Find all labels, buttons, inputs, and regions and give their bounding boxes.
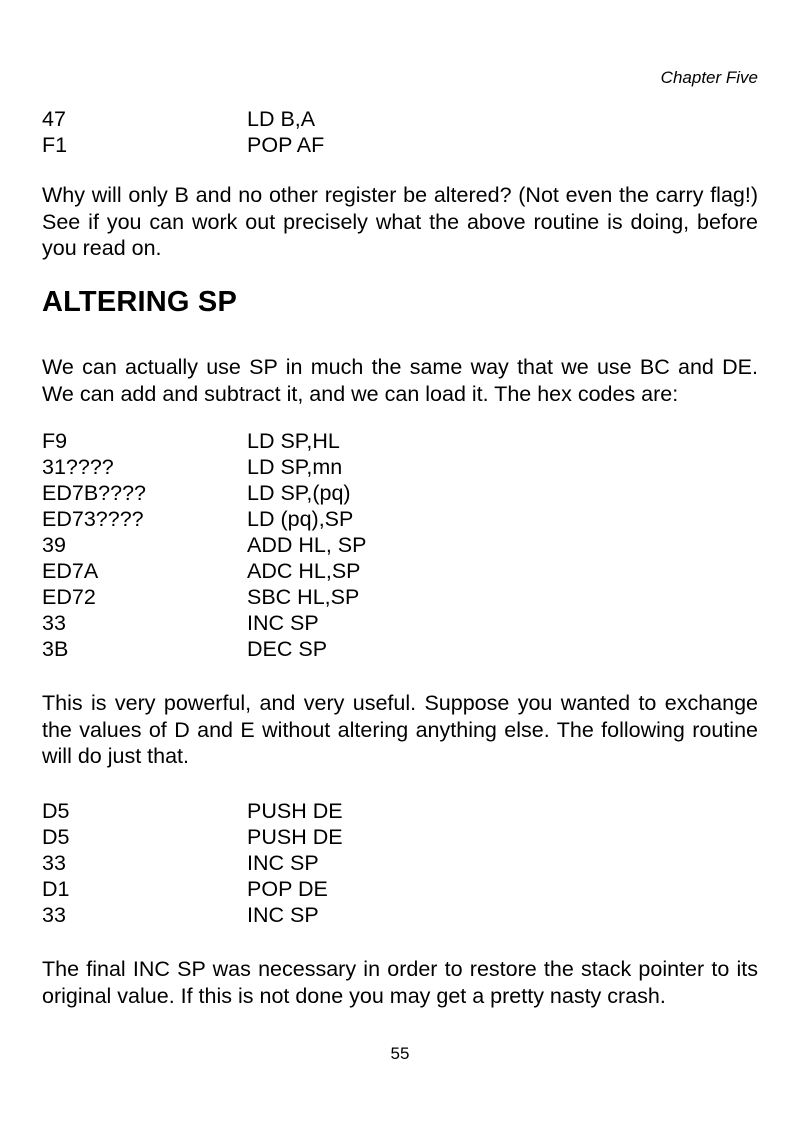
code-block-2 [42, 428, 758, 662]
code-row [42, 132, 758, 158]
hex-code: 39 [42, 533, 66, 557]
code-row [42, 798, 758, 824]
paragraph-register-question: Why will only B and no other register be altered? (Not even the carry flag!) See if you can work out precisely what the above routine is doing, before you read on. [42, 183, 758, 260]
code-row [42, 532, 758, 558]
assembly-instruction: DEC SP [247, 637, 328, 661]
hex-code: F9 [42, 429, 68, 453]
section-heading: ALTERING SP [42, 286, 238, 318]
assembly-instruction: LD B,A [247, 107, 316, 131]
paragraph-sp-intro: We can actually use SP in much the same way that we use BC and DE. We can add and subtract it, and we can load it. The hex codes are: [42, 355, 758, 406]
assembly-instruction: INC SP [247, 903, 319, 927]
hex-code: ED7A [42, 559, 99, 583]
chapter-header: Chapter Five [660, 68, 758, 87]
page-number: 55 [390, 1044, 410, 1063]
code-row [42, 454, 758, 480]
code-row [42, 506, 758, 532]
code-row [42, 428, 758, 454]
hex-code: 33 [42, 611, 66, 635]
code-row [42, 610, 758, 636]
code-row [42, 558, 758, 584]
code-row [42, 902, 758, 928]
hex-code: 47 [42, 107, 66, 131]
code-row [42, 824, 758, 850]
assembly-instruction: LD SP,mn [247, 455, 343, 479]
hex-code: 31???? [42, 455, 114, 479]
code-row [42, 584, 758, 610]
hex-code: ED7B???? [42, 481, 146, 505]
assembly-instruction: LD SP,HL [247, 429, 340, 453]
hex-code: D1 [42, 877, 70, 901]
hex-code: D5 [42, 825, 70, 849]
assembly-instruction: SBC HL,SP [247, 585, 360, 609]
code-block-3 [42, 798, 758, 928]
assembly-instruction: PUSH DE [247, 799, 343, 823]
assembly-instruction: INC SP [247, 611, 319, 635]
hex-code: F1 [42, 133, 68, 157]
code-row [42, 480, 758, 506]
code-row [42, 876, 758, 902]
assembly-instruction: INC SP [247, 851, 319, 875]
paragraph-exchange-routine: This is very powerful, and very useful. Suppose you wanted to exchange the values of D and E without altering anything else. The following routine will do just that. [42, 691, 758, 768]
hex-code: D5 [42, 799, 70, 823]
hex-code: ED72 [42, 585, 96, 609]
assembly-instruction: POP DE [247, 877, 328, 901]
paragraph-conclusion: The final INC SP was necessary in order to restore the stack pointer to its original value. If this is not done you may get a pretty nasty crash. [42, 957, 758, 1008]
code-row [42, 850, 758, 876]
code-block-1 [42, 106, 758, 158]
assembly-instruction: PUSH DE [247, 825, 343, 849]
assembly-instruction: ADD HL, SP [247, 533, 367, 557]
assembly-instruction: ADC HL,SP [247, 559, 361, 583]
hex-code: 33 [42, 903, 66, 927]
assembly-instruction: LD SP,(pq) [247, 481, 351, 505]
code-row [42, 636, 758, 662]
hex-code: ED73???? [42, 507, 144, 531]
code-row [42, 106, 758, 132]
hex-code: 3B [42, 637, 69, 661]
assembly-instruction: LD (pq),SP [247, 507, 354, 531]
assembly-instruction: POP AF [247, 133, 325, 157]
hex-code: 33 [42, 851, 66, 875]
